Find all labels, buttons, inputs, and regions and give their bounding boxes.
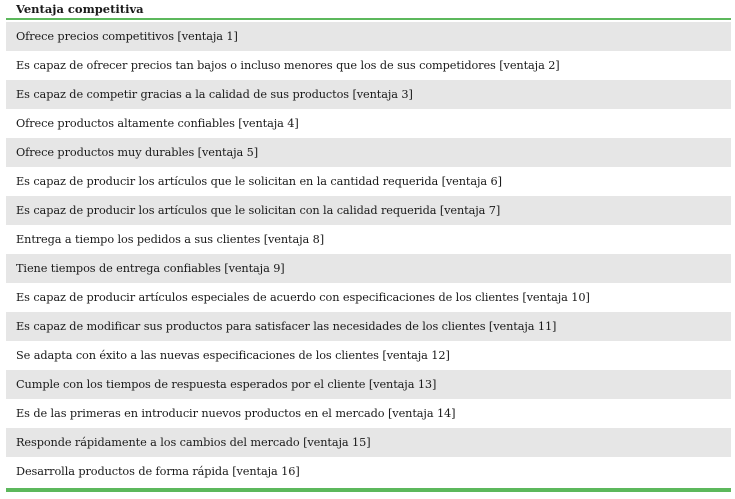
table-row: Es capaz de producir los artículos que le solicitan con la calidad requerida [ventaja 7]	[6, 196, 731, 225]
table-row: Tiene tiempos de entrega confiables [ventaja 9]	[6, 254, 731, 283]
table-row: Es capaz de ofrecer precios tan bajos o incluso menores que los de sus competidores [ventaja 2]	[16, 59, 560, 72]
table-bottom-rule	[6, 488, 731, 492]
table-row: Es capaz de competir gracias a la calidad de sus productos [ventaja 3]	[6, 80, 731, 109]
table-row: Es de las primeras en introducir nuevos productos en el mercado [ventaja 14]	[16, 407, 456, 420]
table-row: Es capaz de producir artículos especiales de acuerdo con especificaciones de los clientes [ventaja 10]	[16, 291, 590, 304]
table-row: Entrega a tiempo los pedidos a sus clientes [ventaja 8]	[16, 233, 325, 246]
table-row: Ofrece productos muy durables [ventaja 5]	[6, 138, 731, 167]
table-row: Responde rápidamente a los cambios del mercado [ventaja 15]	[6, 428, 731, 457]
table-header: Ventaja competitiva	[6, 0, 731, 20]
table-row: Se adapta con éxito a las nuevas especificaciones de los clientes [ventaja 12]	[16, 349, 450, 362]
table-row: Es capaz de producir los artículos que le solicitan en la cantidad requerida [ventaja 6]	[16, 175, 502, 188]
table-row: Ofrece precios competitivos [ventaja 1]	[6, 22, 731, 51]
table-row: Ofrece productos altamente confiables [ventaja 4]	[16, 117, 299, 130]
table-body	[6, 22, 731, 486]
competitive-advantage-table	[6, 0, 731, 492]
table-row: Cumple con los tiempos de respuesta esperados por el cliente [ventaja 13]	[6, 370, 731, 399]
table-row: Es capaz de modificar sus productos para satisfacer las necesidades de los clientes [ventaja 11]	[6, 312, 731, 341]
table-row: Desarrolla productos de forma rápida [ventaja 16]	[16, 465, 300, 478]
